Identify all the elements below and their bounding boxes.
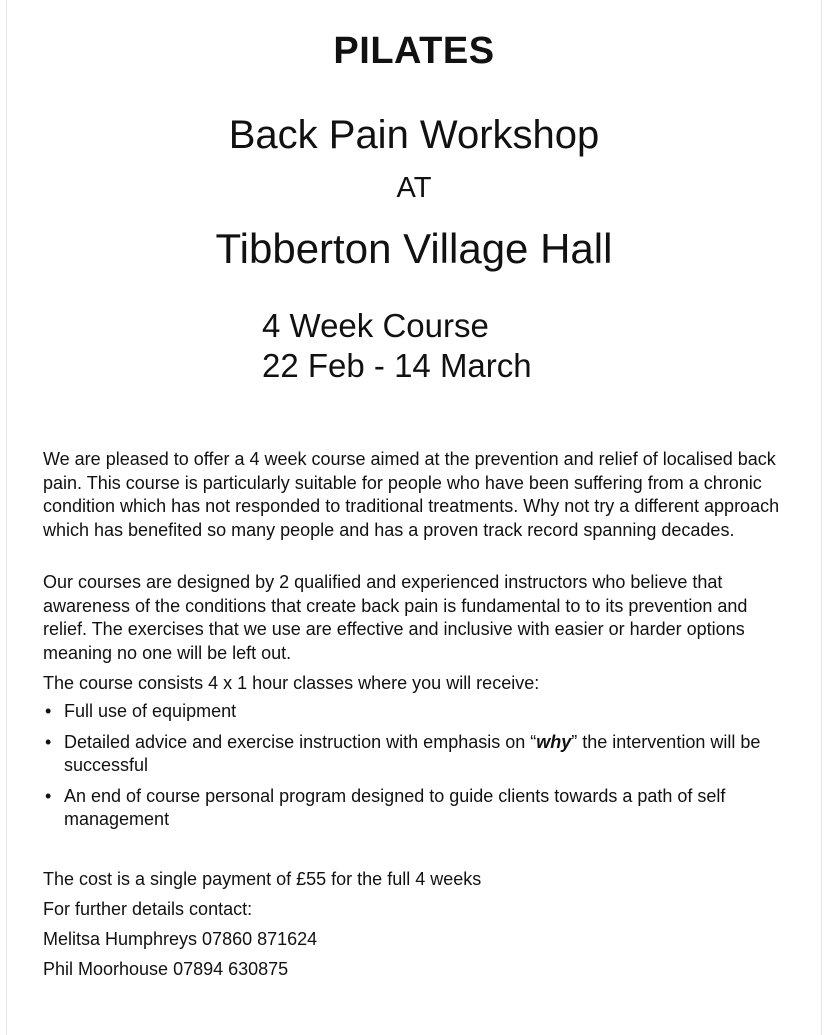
course-contents-list [43,700,803,839]
at-label: AT [396,172,432,204]
list-item-text: Full use of equipment [64,701,237,721]
bullet-icon: • [45,785,52,806]
bullet-icon: • [45,731,52,752]
poster-title: PILATES [333,30,495,72]
contact-label: For further details contact: [43,899,253,919]
workshop-title: Back Pain Workshop [228,113,600,157]
cost-line: The cost is a single payment of £55 for the full 4 weeks [43,869,482,889]
list-item [43,731,803,778]
course-contents-intro: The course consists 4 x 1 hour classes where you will receive: [43,673,540,693]
list-item [43,785,803,832]
description-paragraph-1: We are pleased to offer a 4 week course aimed at the prevention and relief of localised back pain. This course is particularly suitable for people who have been suffering from a chronic condition which has not responded to traditional treatments. Why not try a different approach which has benefited so many people and has a proven track record spanning decades. [43,449,780,540]
list-item-text-part: Detailed advice and exercise instruction with emphasis on “ [64,731,537,752]
description-paragraph-2: Our courses are designed by 2 qualified and experienced instructors who believe that awareness of the conditions that create back pain is fundamental to to its prevention and relief. The exercises that we use are effective and inclusive with easier or harder options meaning no one will be left out. [43,572,748,663]
contact-melitsa: Melitsa Humphreys 07860 871624 [43,929,318,949]
contact-phil: Phil Moorhouse 07894 630875 [43,959,289,979]
list-item-text: An end of course personal program designed to guide clients towards a path of self management [64,785,726,829]
course-length: 4 Week Course [262,307,489,344]
bullet-icon: • [45,701,52,721]
list-item [43,700,803,724]
venue-name: Tibberton Village Hall [215,225,613,272]
list-item-text-part: ” the intervention will be successful [64,731,761,775]
emphasis-word: why [536,731,572,752]
list-item-text [64,732,760,776]
course-dates: 22 Feb - 14 March [262,347,532,384]
